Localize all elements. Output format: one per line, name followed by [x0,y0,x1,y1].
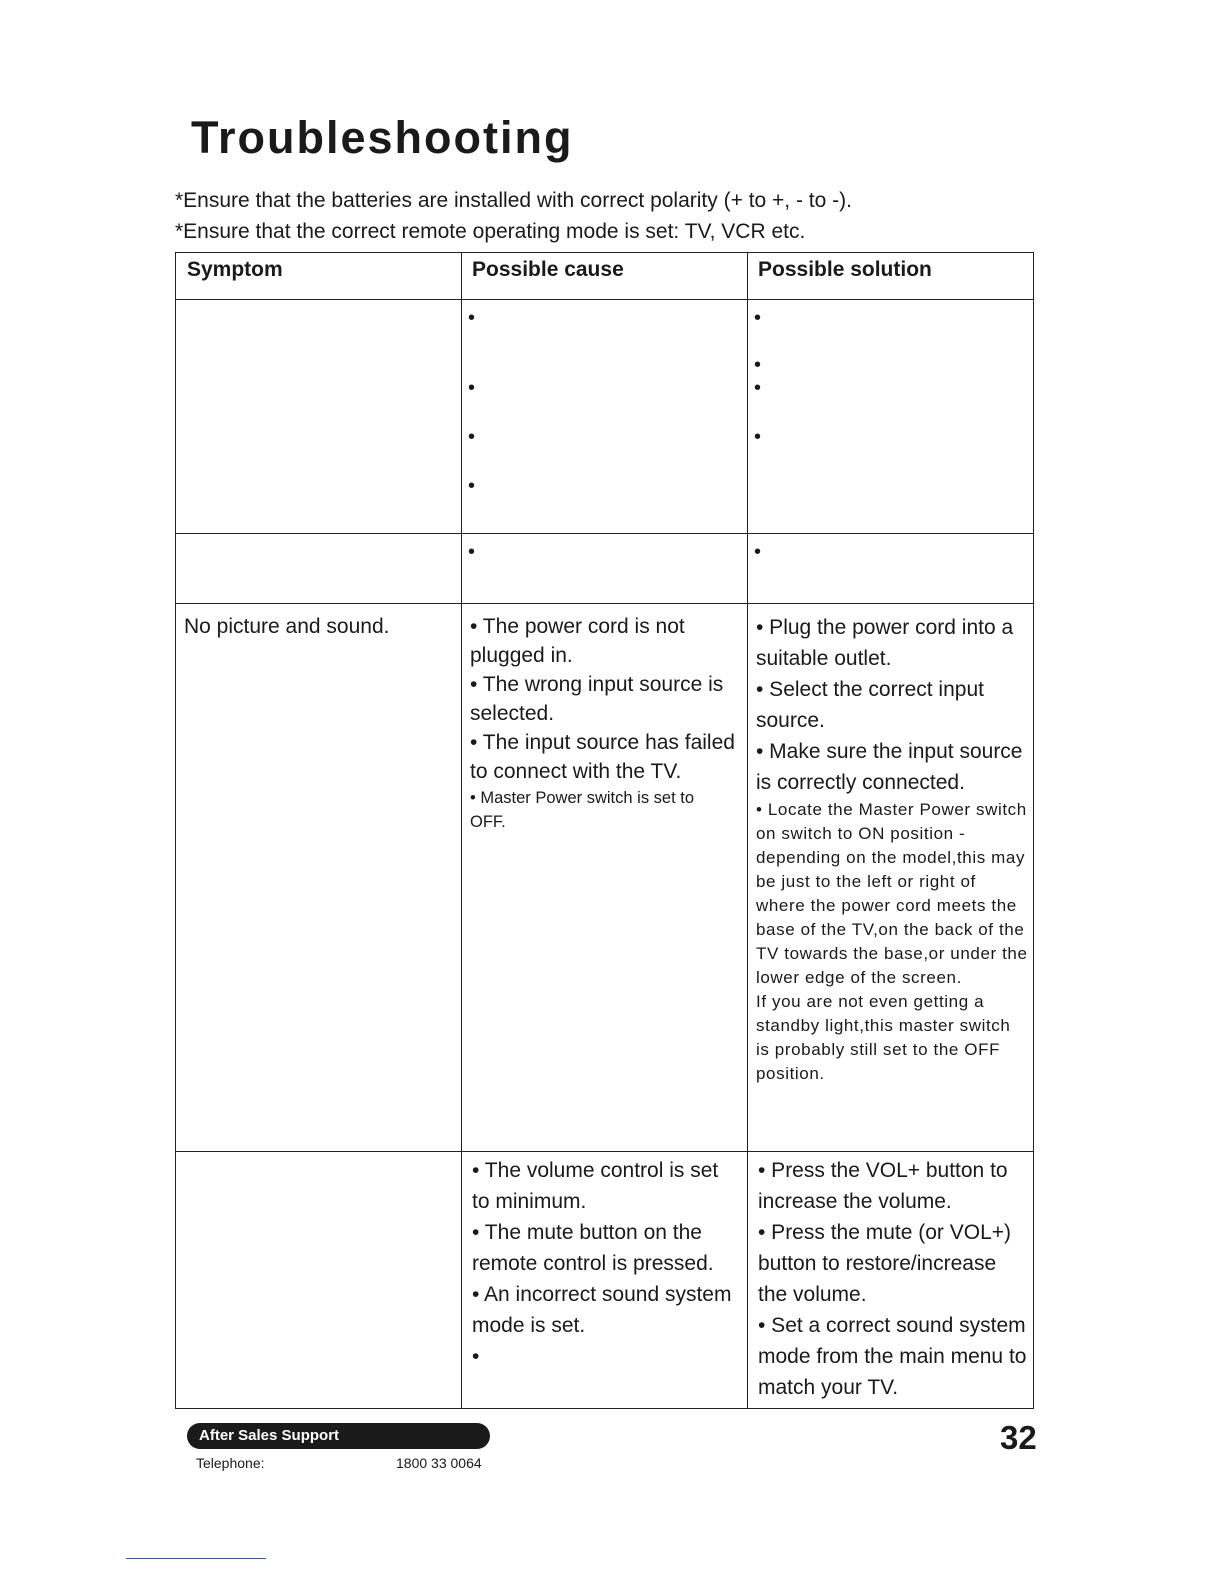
cause-bullet: • [468,307,476,329]
cause-item: • The wrong input source is selected. [470,673,724,725]
header-possible-solution: Possible solution [758,258,932,281]
solution-item-standby-light: If you are not even getting a standby light,this master switch is probably still set to the OFF position. [756,992,1011,1083]
solution-item: • Press the VOL+ button to increase the volume. [758,1159,1008,1213]
table-border-top [175,252,1034,253]
link-underline [126,1558,266,1559]
page-title: Troubleshooting [191,112,574,163]
row-divider-2 [175,603,1034,604]
cause-item: • The volume control is set to minimum. [472,1159,719,1213]
page-number: 32 [1000,1419,1037,1456]
table-border-bottom [175,1408,1034,1409]
cause-item: • The power cord is not plugged in. [470,615,685,667]
solution-bullet: • [754,541,762,563]
solution-item: • Plug the power cord into a suitable outlet. [756,616,1014,670]
cause-list-no-picture [470,612,742,834]
symptom-no-picture-sound: No picture and sound. [184,615,390,638]
telephone-label: Telephone: [196,1455,265,1471]
telephone-number: 1800 33 0064 [396,1455,482,1471]
solution-item: • Select the correct input source. [756,678,984,732]
battery-note: *Ensure that the batteries are installed with correct polarity (+ to +, - to -). [175,189,852,212]
table-border-right [1033,252,1034,1409]
solution-bullet: • [754,354,762,376]
remote-mode-note: *Ensure that the correct remote operating mode is set: TV, VCR etc. [175,220,806,243]
solution-item-master-power: • Locate the Master Power switch on switch to ON position -depending on the model,this may be just to the left or right of where the power cord meets the base of the TV,on the back of the TV towards the base,or under the lower edge of the screen. [756,800,1028,987]
header-possible-cause: Possible cause [472,258,624,281]
table-border-left [175,252,176,1409]
solution-item: • Press the mute (or VOL+) button to restore/increase the volume. [758,1221,1012,1306]
solution-item: • Set a correct sound system mode from the main menu to match your TV. [758,1314,1027,1399]
after-sales-support-badge: After Sales Support [187,1423,490,1449]
cause-bullet: • [472,1345,480,1368]
cause-bullet: • [468,475,476,497]
solution-bullet: • [754,307,762,329]
cause-bullet: • [468,541,476,563]
table-divider-1 [461,252,462,1409]
cause-item: • The mute button on the remote control is pressed. [472,1221,714,1275]
solution-item: • Make sure the input source is correctly connected. [756,740,1023,794]
header-divider [175,299,1034,300]
solution-bullet: • [754,377,762,399]
solution-bullet: • [754,426,762,448]
cause-item: • An incorrect sound system mode is set. [472,1283,732,1337]
cause-bullet: • [468,426,476,448]
solution-list-no-sound [758,1155,1028,1403]
table-divider-2 [747,252,748,1409]
cause-item-master-power: • Master Power switch is set to OFF. [470,789,695,831]
solution-list-no-picture [756,612,1028,1086]
cause-list-no-sound [472,1155,740,1372]
row-divider-3 [175,1151,1034,1152]
row-divider-1 [175,533,1034,534]
cause-bullet: • [468,377,476,399]
header-symptom: Symptom [187,258,283,281]
cause-item: • The input source has failed to connect with the TV. [470,731,735,783]
